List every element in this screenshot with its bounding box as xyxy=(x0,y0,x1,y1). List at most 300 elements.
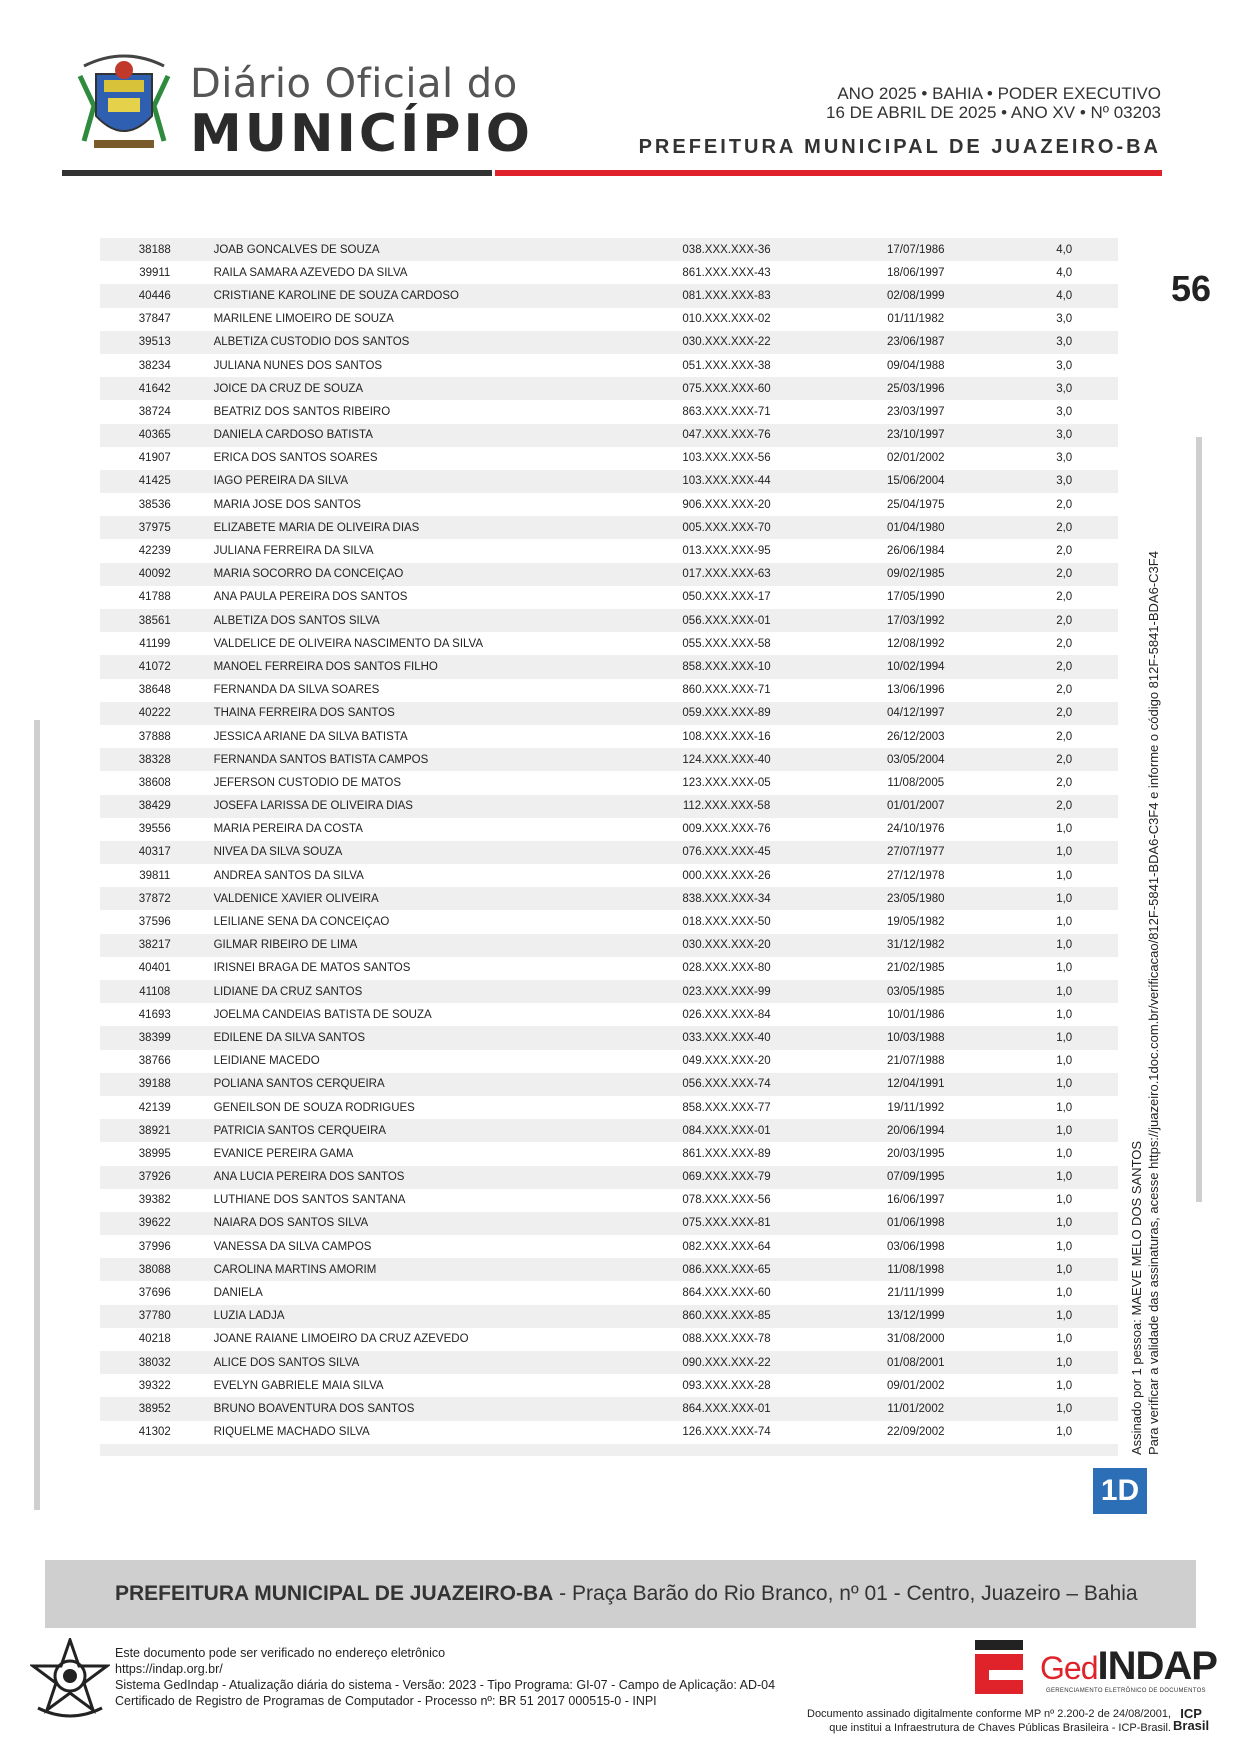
table-row xyxy=(100,1397,1118,1420)
row-score: 4,0 xyxy=(1056,266,1073,279)
row-cpf: 090.XXX.XXX-22 xyxy=(682,1356,771,1369)
row-cpf: 055.XXX.XXX-58 xyxy=(682,637,771,650)
row-id: 42139 xyxy=(138,1101,171,1114)
row-cpf: 860.XXX.XXX-71 xyxy=(682,684,771,697)
table-row xyxy=(100,1096,1118,1119)
row-id: 37872 xyxy=(138,892,171,905)
row-score: 2,0 xyxy=(1056,614,1073,627)
verify-line: Este documento pode ser verificado no endereço eletrônico xyxy=(115,1646,446,1660)
row-cpf: 112.XXX.XXX-58 xyxy=(682,800,771,813)
row-cpf: 069.XXX.XXX-79 xyxy=(682,1171,771,1184)
row-name: CRISTIANE KAROLINE DE SOUZA CARDOSO xyxy=(213,289,459,302)
table-row xyxy=(100,632,1118,655)
table-row xyxy=(100,1421,1118,1444)
signature-line-1: Assinado por 1 pessoa: MAEVE MELO DOS SANTOS xyxy=(1129,1140,1144,1455)
row-id: 40222 xyxy=(138,707,171,720)
row-cpf: 838.XXX.XXX-34 xyxy=(682,892,771,905)
table-row xyxy=(100,354,1118,377)
row-cpf: 075.XXX.XXX-81 xyxy=(682,1217,771,1230)
row-name: MARIA JOSE DOS SANTOS xyxy=(213,498,361,511)
row-id: 38234 xyxy=(138,359,171,372)
gedindap-subtitle: GERENCIAMENTO ELETRÔNICO DE DOCUMENTOS xyxy=(1046,1688,1206,1694)
row-cpf: 018.XXX.XXX-50 xyxy=(682,916,771,929)
row-name: DANIELA CARDOSO BATISTA xyxy=(213,429,373,442)
row-name: MANOEL FERREIRA DOS SANTOS FILHO xyxy=(213,660,438,673)
gedindap-wordmark xyxy=(1040,1644,1217,1689)
icp-line-1: ICP xyxy=(1180,1706,1202,1721)
row-id: 41108 xyxy=(139,985,171,998)
row-birth-date: 10/03/1988 xyxy=(887,1031,945,1044)
row-score: 2,0 xyxy=(1056,521,1073,534)
row-name: GENEILSON DE SOUZA RODRIGUES xyxy=(213,1101,415,1114)
row-birth-date: 25/04/1975 xyxy=(887,498,945,511)
signature-stamp xyxy=(1128,551,1162,1455)
row-id: 40317 xyxy=(138,846,171,859)
row-name: IAGO PEREIRA DA SILVA xyxy=(213,475,348,488)
row-name: JOANE RAIANE LIMOEIRO DA CRUZ AZEVEDO xyxy=(213,1333,469,1346)
row-name: MARILENE LIMOEIRO DE SOUZA xyxy=(213,313,394,326)
edition-line-2: 16 DE ABRIL DE 2025 • ANO XV • Nº 03203 xyxy=(826,103,1161,122)
ged-prefix: Ged xyxy=(1040,1650,1098,1686)
row-score: 3,0 xyxy=(1056,359,1073,372)
row-birth-date: 03/06/1998 xyxy=(887,1240,945,1253)
row-birth-date: 21/11/1999 xyxy=(887,1287,945,1300)
row-birth-date: 13/12/1999 xyxy=(887,1310,945,1323)
row-birth-date: 01/06/1998 xyxy=(887,1217,945,1230)
row-cpf: 076.XXX.XXX-45 xyxy=(682,846,771,859)
row-name: LEIDIANE MACEDO xyxy=(213,1055,320,1068)
row-score: 1,0 xyxy=(1056,1356,1073,1369)
row-birth-date: 17/07/1986 xyxy=(887,243,945,256)
row-cpf: 861.XXX.XXX-89 xyxy=(682,1147,771,1160)
row-birth-date: 01/11/1982 xyxy=(887,313,945,326)
row-birth-date: 10/02/1994 xyxy=(887,660,945,673)
row-cpf: 030.XXX.XXX-22 xyxy=(682,336,771,349)
footer-address-rest: - Praça Barão do Rio Branco, nº 01 - Centro, Juazeiro – Bahia xyxy=(553,1582,1138,1605)
table-row xyxy=(100,655,1118,678)
row-birth-date: 31/12/1982 xyxy=(887,939,945,952)
row-score: 4,0 xyxy=(1056,243,1073,256)
row-id: 40401 xyxy=(138,962,171,975)
verify-line: Sistema GedIndap - Atualização diária do sistema - Versão: 2023 - Tipo Programa: GI-07 - Campo de Aplicação: AD-04 xyxy=(115,1678,776,1692)
table-row xyxy=(100,1166,1118,1189)
row-cpf: 013.XXX.XXX-95 xyxy=(682,545,771,558)
row-birth-date: 15/06/2004 xyxy=(887,475,945,488)
row-birth-date: 09/04/1988 xyxy=(887,359,945,372)
row-name: VANESSA DA SILVA CAMPOS xyxy=(213,1240,372,1253)
table-row xyxy=(100,725,1118,748)
table-row xyxy=(100,1281,1118,1304)
row-birth-date: 27/12/1978 xyxy=(887,869,945,882)
row-id: 39513 xyxy=(138,336,171,349)
row-id: 38766 xyxy=(138,1055,171,1068)
table-row xyxy=(100,493,1118,516)
row-id: 38328 xyxy=(138,753,171,766)
row-birth-date: 16/06/1997 xyxy=(887,1194,945,1207)
row-id: 37780 xyxy=(138,1310,171,1323)
row-id: 39556 xyxy=(138,823,171,836)
row-score: 1,0 xyxy=(1056,869,1073,882)
side-bar-right xyxy=(1196,437,1202,1202)
row-id: 40218 xyxy=(138,1333,171,1346)
row-id: 38032 xyxy=(138,1356,171,1369)
row-name: JÉSSICA ARIANE DA SILVA BATISTA xyxy=(213,730,408,743)
row-score: 2,0 xyxy=(1056,707,1073,720)
row-name: JOAB GONCALVES DE SOUZA xyxy=(213,243,380,256)
row-cpf: 861.XXX.XXX-43 xyxy=(682,266,771,279)
row-birth-date: 01/08/2001 xyxy=(887,1356,945,1369)
row-birth-date: 18/06/1997 xyxy=(887,266,945,279)
row-score: 2,0 xyxy=(1056,568,1073,581)
row-cpf: 047.XXX.XXX-76 xyxy=(682,429,771,442)
row-name: PATRÍCIA SANTOS CERQUEIRA xyxy=(213,1124,387,1137)
row-cpf: 026.XXX.XXX-84 xyxy=(682,1008,771,1021)
footer-band xyxy=(45,1560,1196,1628)
page-number: 56 xyxy=(1170,268,1211,309)
row-name: IRISNEI BRAGA DE MATOS SANTOS xyxy=(213,962,411,975)
row-cpf: 864.XXX.XXX-60 xyxy=(682,1287,771,1300)
row-name: JOICE DA CRUZ DE SOUZA xyxy=(213,382,364,395)
row-id: 41788 xyxy=(138,591,171,604)
row-name: JULIANA NUNES DOS SANTOS xyxy=(213,359,383,372)
row-id: 37888 xyxy=(138,730,171,743)
row-birth-date: 19/11/1992 xyxy=(887,1101,945,1114)
row-score: 1,0 xyxy=(1056,1078,1073,1091)
row-score: 1,0 xyxy=(1056,1147,1073,1160)
row-id: 38536 xyxy=(138,498,171,511)
footer-prefeitura: PREFEITURA MUNICIPAL DE JUAZEIRO-BA xyxy=(115,1582,554,1605)
table-row xyxy=(100,1050,1118,1073)
row-name: LEILIANE SENA DA CONCEIÇÃO xyxy=(213,916,390,929)
row-cpf: 050.XXX.XXX-17 xyxy=(682,591,771,604)
row-cpf: 017.XXX.XXX-63 xyxy=(682,568,771,581)
row-id: 39322 xyxy=(138,1379,171,1392)
row-name: JOSEFA LARISSA DE OLIVEIRA DIAS xyxy=(213,800,413,813)
row-name: VALDELICE DE OLIVEIRA NASCIMENTO DA SILVA xyxy=(213,637,484,650)
row-cpf: 126.XXX.XXX-74 xyxy=(682,1426,771,1439)
table-row xyxy=(100,377,1118,400)
row-name: MARIA SOCORRO DA CONCEIÇÃO xyxy=(213,568,404,581)
row-score: 2,0 xyxy=(1056,753,1073,766)
row-score: 1,0 xyxy=(1056,985,1073,998)
row-name: EDILENE DA SILVA SANTOS xyxy=(213,1031,366,1044)
table-row xyxy=(100,887,1118,910)
row-name: RAILA SAMARA AZEVEDO DA SILVA xyxy=(213,266,408,279)
row-name: DANIELA xyxy=(213,1287,263,1300)
row-birth-date: 17/05/1990 xyxy=(887,591,945,604)
row-cpf: 086.XXX.XXX-65 xyxy=(682,1263,771,1276)
brand-title-bottom: MUNICÍPIO xyxy=(190,104,534,164)
row-birth-date: 23/06/1987 xyxy=(887,336,945,349)
row-id: 37975 xyxy=(138,521,171,534)
row-cpf: 075.XXX.XXX-60 xyxy=(682,382,771,395)
row-birth-date: 19/05/1982 xyxy=(887,916,945,929)
row-id: 39811 xyxy=(139,869,171,882)
row-birth-date: 21/07/1988 xyxy=(887,1055,945,1068)
row-id: 41642 xyxy=(138,382,171,395)
row-name: THAINÁ FERREIRA DOS SANTOS xyxy=(213,707,395,720)
row-name: FERNANDA DA SILVA SOARES xyxy=(213,684,380,697)
table-row xyxy=(100,400,1118,423)
row-id: 38648 xyxy=(138,684,171,697)
municipal-coat-of-arms-icon xyxy=(74,46,174,156)
row-birth-date: 03/05/1985 xyxy=(887,985,945,998)
row-score: 3,0 xyxy=(1056,452,1073,465)
row-name: EVELYN GABRIELE MAIA SILVA xyxy=(213,1379,384,1392)
edition-line-1: ANO 2025 • BAHIA • PODER EXECUTIVO xyxy=(837,84,1161,103)
ged-main: INDAP xyxy=(1097,1644,1217,1688)
row-id: 38217 xyxy=(138,939,171,952)
row-cpf: 108.XXX.XXX-16 xyxy=(682,730,771,743)
row-birth-date: 20/06/1994 xyxy=(887,1124,945,1137)
row-birth-date: 12/08/1992 xyxy=(887,637,945,650)
row-name: LUZIA LADJA xyxy=(213,1310,285,1323)
table-row xyxy=(100,795,1118,818)
table-row xyxy=(100,1189,1118,1212)
row-birth-date: 02/01/2002 xyxy=(887,452,945,465)
table-row xyxy=(100,563,1118,586)
row-name: LIDIANE DA CRUZ SANTOS xyxy=(213,985,363,998)
table-row xyxy=(100,818,1118,841)
row-name: JULIANA FERREIRA DA SILVA xyxy=(213,545,374,558)
row-id: 39382 xyxy=(138,1194,171,1207)
row-score: 1,0 xyxy=(1056,892,1073,905)
table-row xyxy=(100,1351,1118,1374)
row-cpf: 858.XXX.XXX-77 xyxy=(682,1101,771,1114)
table-row xyxy=(100,308,1118,331)
row-score: 1,0 xyxy=(1056,1333,1073,1346)
verify-line: Certificado de Registro de Programas de Computador - Processo nº: BR 51 2017 000515-0 - INPI xyxy=(115,1694,657,1708)
table-row xyxy=(100,1305,1118,1328)
table-row xyxy=(100,1003,1118,1026)
row-score: 3,0 xyxy=(1056,429,1073,442)
row-score: 1,0 xyxy=(1056,1031,1073,1044)
table-row xyxy=(100,539,1118,562)
row-birth-date: 24/10/1976 xyxy=(887,823,945,836)
row-id: 38995 xyxy=(138,1147,171,1160)
row-cpf: 023.XXX.XXX-99 xyxy=(682,985,771,998)
row-score: 1,0 xyxy=(1056,1240,1073,1253)
table-row xyxy=(100,1026,1118,1049)
row-name: BEATRIZ DOS SANTOS RIBEIRO xyxy=(213,405,391,418)
brand-title-top: Diário Oficial do xyxy=(190,61,518,107)
row-name: JEFERSON CUSTÓDIO DE MATOS xyxy=(213,776,401,789)
row-score: 4,0 xyxy=(1056,289,1073,302)
row-id: 38088 xyxy=(138,1263,171,1276)
table-row xyxy=(100,1212,1118,1235)
table-row xyxy=(100,841,1118,864)
row-birth-date: 11/08/2005 xyxy=(887,776,945,789)
row-id: 38608 xyxy=(138,776,171,789)
row-name: NIVEA DA SILVA SOUZA xyxy=(213,846,343,859)
row-score: 1,0 xyxy=(1056,1310,1073,1323)
row-score: 1,0 xyxy=(1056,1124,1073,1137)
table-row xyxy=(100,470,1118,493)
table-row xyxy=(100,331,1118,354)
row-score: 2,0 xyxy=(1056,498,1073,511)
row-cpf: 084.XXX.XXX-01 xyxy=(682,1124,771,1137)
row-id: 37926 xyxy=(138,1171,171,1184)
row-score: 1,0 xyxy=(1056,1055,1073,1068)
row-id: 42239 xyxy=(138,545,171,558)
edition-info xyxy=(826,84,1161,122)
row-cpf: 056.XXX.XXX-74 xyxy=(682,1078,771,1091)
row-cpf: 081.XXX.XXX-83 xyxy=(682,289,771,302)
row-cpf: 082.XXX.XXX-64 xyxy=(682,1240,771,1253)
row-birth-date: 03/05/2004 xyxy=(887,753,945,766)
signature-line-2: Para verificar a validade das assinaturas, acesse https://juazeiro.1doc.com.br/verificacao/812F-5841-BDA6-C3F4 e informe o código 812F-5841-BDA6-C3F4 xyxy=(1146,551,1161,1455)
row-cpf: 124.XXX.XXX-40 xyxy=(682,753,771,766)
row-score: 2,0 xyxy=(1056,776,1073,789)
row-id: 39188 xyxy=(138,1078,171,1091)
row-id: 41302 xyxy=(138,1426,171,1439)
row-birth-date: 04/12/1997 xyxy=(887,707,945,720)
row-id: 41907 xyxy=(138,452,171,465)
row-birth-date: 10/01/1986 xyxy=(887,1008,945,1021)
row-birth-date: 01/01/2007 xyxy=(887,800,945,813)
row-cpf: 056.XXX.XXX-01 xyxy=(682,614,771,627)
table-row xyxy=(100,1328,1118,1351)
row-cpf: 864.XXX.XXX-01 xyxy=(682,1402,771,1415)
row-score: 2,0 xyxy=(1056,684,1073,697)
row-name: ALICE DOS SANTOS SILVA xyxy=(213,1356,360,1369)
row-id: 38561 xyxy=(138,614,171,627)
table-row xyxy=(100,1258,1118,1281)
row-cpf: 858.XXX.XXX-10 xyxy=(682,660,771,673)
row-birth-date: 17/03/1992 xyxy=(887,614,945,627)
row-name: GILMAR RIBEIRO DE LIMA xyxy=(213,939,358,952)
row-cpf: 860.XXX.XXX-85 xyxy=(682,1310,771,1323)
row-score: 2,0 xyxy=(1056,637,1073,650)
row-score: 2,0 xyxy=(1056,591,1073,604)
row-name: EVANICE PEREIRA GAMA xyxy=(213,1147,354,1160)
brand-logo xyxy=(190,62,533,162)
row-name: ANA PAULA PEREIRA DOS SANTOS xyxy=(213,591,408,604)
row-name: CAROLINA MARTINS AMORIM xyxy=(213,1263,377,1276)
row-score: 1,0 xyxy=(1056,939,1073,952)
row-birth-date: 07/09/1995 xyxy=(887,1171,945,1184)
row-birth-date: 11/01/2002 xyxy=(887,1402,945,1415)
row-score: 1,0 xyxy=(1056,1402,1073,1415)
table-row xyxy=(100,910,1118,933)
table-row xyxy=(100,864,1118,887)
row-id: 38921 xyxy=(138,1124,171,1137)
row-name: POLIANA SANTOS CERQUEIRA xyxy=(213,1078,385,1091)
row-score: 2,0 xyxy=(1056,800,1073,813)
table-row xyxy=(100,1142,1118,1165)
table-row xyxy=(100,609,1118,632)
row-score: 1,0 xyxy=(1056,916,1073,929)
side-bar-left xyxy=(34,720,40,1510)
row-name: MARIA PEREIRA DA COSTA xyxy=(213,823,363,836)
table-row xyxy=(100,447,1118,470)
row-birth-date: 13/06/1996 xyxy=(887,684,945,697)
row-cpf: 010.XXX.XXX-02 xyxy=(682,313,771,326)
row-name: BRUNO BOAVENTURA DOS SANTOS xyxy=(213,1402,415,1415)
candidate-list xyxy=(100,238,1118,1456)
row-cpf: 033.XXX.XXX-40 xyxy=(682,1031,771,1044)
row-score: 1,0 xyxy=(1056,1287,1073,1300)
verify-url[interactable]: https://indap.org.br/ xyxy=(115,1662,223,1676)
row-birth-date: 23/05/1980 xyxy=(887,892,945,905)
row-name: ANA LUCIA PEREIRA DOS SANTOS xyxy=(213,1171,405,1184)
row-id: 38952 xyxy=(138,1402,171,1415)
row-birth-date: 27/07/1977 xyxy=(887,846,945,859)
row-name: ELIZABETE MARIA DE OLIVEIRA DIAS xyxy=(213,521,420,534)
row-cpf: 103.XXX.XXX-56 xyxy=(682,452,771,465)
row-cpf: 038.XXX.XXX-36 xyxy=(682,243,771,256)
row-score: 2,0 xyxy=(1056,730,1073,743)
table-row xyxy=(100,516,1118,539)
row-birth-date: 22/09/2002 xyxy=(887,1426,945,1439)
table-row xyxy=(100,702,1118,725)
row-id: 38188 xyxy=(138,243,171,256)
row-birth-date: 23/10/1997 xyxy=(887,429,945,442)
row-score: 1,0 xyxy=(1056,1101,1073,1114)
table-row xyxy=(100,1119,1118,1142)
row-birth-date: 09/02/1985 xyxy=(887,568,945,581)
row-id: 37596 xyxy=(138,916,171,929)
row-cpf: 051.XXX.XXX-38 xyxy=(682,359,771,372)
row-birth-date: 12/04/1991 xyxy=(887,1078,945,1091)
row-id: 38429 xyxy=(138,800,171,813)
header-rule-red xyxy=(495,170,1162,176)
row-cpf: 078.XXX.XXX-56 xyxy=(682,1194,771,1207)
row-score: 1,0 xyxy=(1056,1171,1073,1184)
icp-line-2: Brasil xyxy=(1173,1718,1210,1733)
row-cpf: 000.XXX.XXX-26 xyxy=(682,869,771,882)
row-id: 40365 xyxy=(138,429,171,442)
table-row xyxy=(100,238,1118,261)
row-name: NAIARA DOS SANTOS SILVA xyxy=(213,1217,369,1230)
national-coat-of-arms-icon xyxy=(30,1638,110,1718)
row-cpf: 863.XXX.XXX-71 xyxy=(682,405,771,418)
row-name: ALBETIZA DOS SANTOS SILVA xyxy=(213,614,380,627)
row-id: 40092 xyxy=(138,568,171,581)
row-score: 3,0 xyxy=(1056,405,1073,418)
row-id: 41072 xyxy=(138,660,171,673)
row-cpf: 049.XXX.XXX-20 xyxy=(682,1055,771,1068)
row-cpf: 030.XXX.XXX-20 xyxy=(682,939,771,952)
row-score: 2,0 xyxy=(1056,545,1073,558)
row-birth-date: 31/08/2000 xyxy=(887,1333,945,1346)
row-birth-date: 21/02/1985 xyxy=(887,962,945,975)
row-cpf: 093.XXX.XXX-28 xyxy=(682,1379,771,1392)
row-id: 37996 xyxy=(138,1240,171,1253)
row-birth-date: 26/12/2003 xyxy=(887,730,945,743)
table-row xyxy=(100,261,1118,284)
header-rule-dark xyxy=(62,170,492,176)
row-score: 3,0 xyxy=(1056,336,1073,349)
row-score: 1,0 xyxy=(1056,1263,1073,1276)
row-name: LUTHIANE DOS SANTOS SANTANA xyxy=(213,1194,406,1207)
legal-line-1: Documento assinado digitalmente conforme MP nº 2.200-2 de 24/08/2001, xyxy=(807,1708,1171,1720)
legal-notice xyxy=(807,1707,1171,1735)
row-name: FERNANDA SANTOS BATISTA CAMPOS xyxy=(213,753,429,766)
footer-address xyxy=(115,1582,1138,1606)
row-id: 41425 xyxy=(138,475,171,488)
row-cpf: 906.XXX.XXX-20 xyxy=(682,498,771,511)
onedoc-logo: 1D xyxy=(1093,1468,1147,1514)
row-birth-date: 26/06/1984 xyxy=(887,545,945,558)
row-cpf: 059.XXX.XXX-89 xyxy=(682,707,771,720)
row-id: 37696 xyxy=(138,1287,171,1300)
row-score: 1,0 xyxy=(1056,846,1073,859)
row-birth-date: 23/03/1997 xyxy=(887,405,945,418)
icp-brasil-logo xyxy=(1173,1708,1209,1732)
list-end-strip xyxy=(100,1444,1118,1456)
row-cpf: 123.XXX.XXX-05 xyxy=(682,776,771,789)
